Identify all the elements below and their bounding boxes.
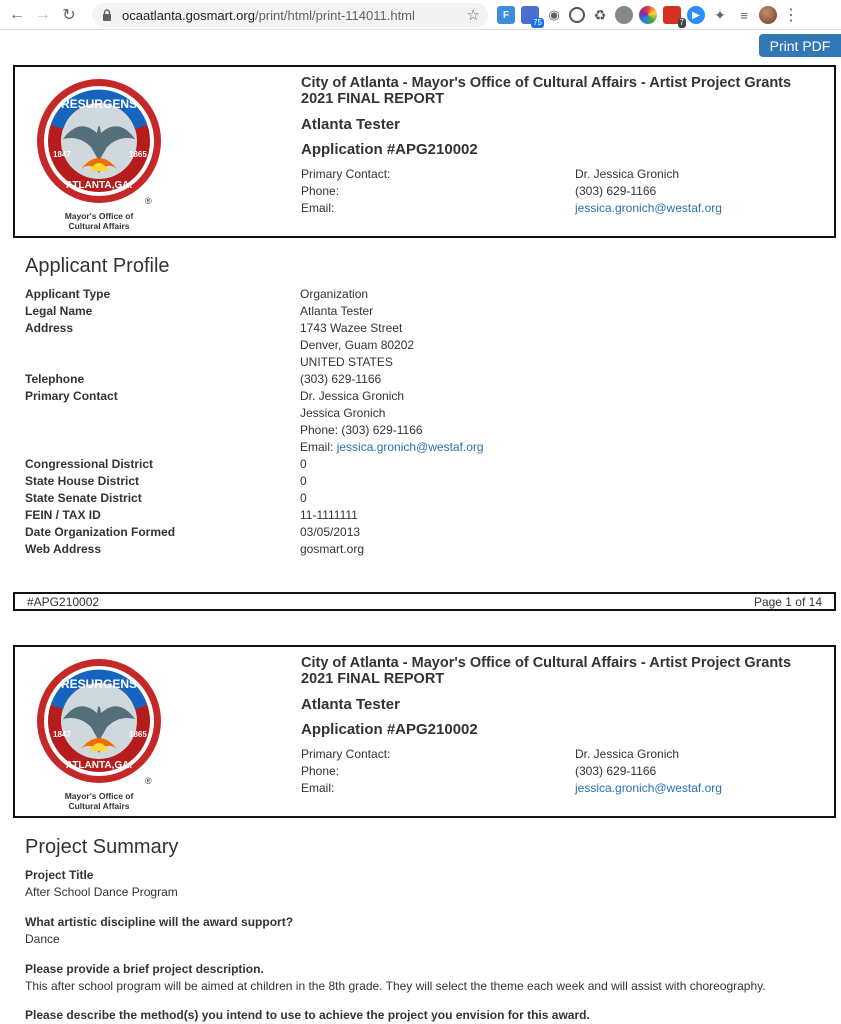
browser-toolbar xyxy=(0,0,841,30)
color-wheel-icon[interactable] xyxy=(639,6,657,24)
state-house-district-value: 0 xyxy=(300,474,307,488)
primary-contact-value: Dr. Jessica Gronich xyxy=(575,167,680,181)
email-label: Email: xyxy=(301,781,335,795)
contact-email: Email: jessica.gronich@westaf.org xyxy=(300,440,484,454)
camera-icon[interactable]: ◉ xyxy=(548,7,560,22)
email-link[interactable]: jessica.gronich@westaf.org xyxy=(575,781,722,795)
extension-circle-icon[interactable] xyxy=(569,7,585,23)
logo-top-text: RESURGENS xyxy=(60,97,138,111)
logo-year-right: 1865 xyxy=(129,730,147,739)
description-answer: This after school program will be aimed at children in the 8th grade. They will select the theme each week and will assist with choreography. xyxy=(25,979,766,993)
telephone-value: (303) 629-1166 xyxy=(300,372,382,386)
extensions-bar xyxy=(497,5,799,27)
phone-label: Phone: xyxy=(301,764,340,778)
email-label: Email: xyxy=(301,201,335,215)
email-link[interactable]: jessica.gronich@westaf.org xyxy=(575,201,722,215)
extension-badge-icon[interactable]: 75 xyxy=(521,6,539,24)
bookmark-star-icon[interactable]: ☆ xyxy=(466,7,480,24)
report-header-page2 xyxy=(13,645,836,818)
congressional-district-value: 0 xyxy=(300,457,307,471)
state-senate-district-label: State Senate District xyxy=(25,491,142,505)
mayors-office-logo xyxy=(35,657,163,817)
logo-caption-line2: Cultural Affairs xyxy=(68,221,130,231)
logo-caption-line1: Mayor's Office of xyxy=(64,211,134,221)
report-header xyxy=(13,65,836,238)
address-line1: 1743 Wazee Street xyxy=(300,321,403,335)
logo-caption-line1: Mayor's Office of xyxy=(64,791,134,801)
project-title-label: Project Title xyxy=(25,868,94,882)
url-text: ocaatlanta.gosmart.org/print/html/print-114011.html xyxy=(122,7,415,23)
legal-name-label: Legal Name xyxy=(25,304,93,318)
project-summary-heading: Project Summary xyxy=(25,836,179,858)
telephone-label: Telephone xyxy=(25,372,85,386)
logo-bottom-text: ATLANTA,GA. xyxy=(65,760,133,771)
playlist-icon[interactable]: ≡ xyxy=(740,7,748,23)
logo-year-left: 1847 xyxy=(53,730,71,739)
report-title: City of Atlanta - Mayor's Office of Cultural Affairs - Artist Project Grants 2021 FINAL REPORT xyxy=(301,655,792,687)
project-title-value: After School Dance Program xyxy=(25,885,178,899)
mayors-office-logo xyxy=(35,77,163,237)
organization-name: Atlanta Tester xyxy=(301,116,400,133)
contact-phone: Phone: (303) 629-1166 xyxy=(300,423,423,437)
forward-arrow-icon[interactable]: → xyxy=(35,5,51,23)
application-number: Application #APG210002 xyxy=(301,141,478,158)
extension-red-icon[interactable]: 7 xyxy=(663,6,681,24)
menu-kebab-icon[interactable]: ⋮ xyxy=(783,7,799,24)
phone-label: Phone: xyxy=(301,184,340,198)
video-icon[interactable]: ▶ xyxy=(687,6,705,24)
primary-contact-value: Dr. Jessica Gronich xyxy=(575,747,680,761)
date-formed-value: 03/05/2013 xyxy=(300,525,361,539)
puzzle-icon[interactable]: ✦ xyxy=(714,6,726,23)
logo-year-left: 1847 xyxy=(53,150,71,159)
state-house-district-label: State House District xyxy=(25,474,140,488)
page-footer xyxy=(13,592,836,611)
fein-label: FEIN / TAX ID xyxy=(25,508,101,522)
logo-top-text: RESURGENS xyxy=(60,677,138,691)
phone-value: (303) 629-1166 xyxy=(575,184,657,198)
address-line3: UNITED STATES xyxy=(300,355,393,369)
application-number: Application #APG210002 xyxy=(301,721,478,738)
recycle-icon[interactable]: ♻ xyxy=(593,6,607,23)
legal-name-value: Atlanta Tester xyxy=(300,304,374,318)
address-line2: Denver, Guam 80202 xyxy=(300,338,415,352)
primary-contact-label: Primary Contact: xyxy=(301,747,391,761)
footer-page-number: Page 1 of 14 xyxy=(753,594,822,609)
discipline-answer: Dance xyxy=(25,932,60,946)
profile-avatar[interactable] xyxy=(759,6,777,24)
applicant-type-value: Organization xyxy=(300,287,369,301)
method-question: Please describe the method(s) you intend to use to achieve the project you envision for this award. xyxy=(25,1008,590,1022)
discipline-question: What artistic discipline will the award support? xyxy=(25,915,294,929)
web-address-link[interactable]: gosmart.org xyxy=(300,542,365,556)
contact-line1: Dr. Jessica Gronich xyxy=(300,389,405,403)
date-formed-label: Date Organization Formed xyxy=(25,525,176,539)
registered-mark: ® xyxy=(145,776,152,786)
reload-icon[interactable]: ↻ xyxy=(62,6,76,24)
logo-bottom-text: ATLANTA,GA. xyxy=(65,180,133,191)
fein-value: 11-1111111 xyxy=(300,508,358,522)
address-bar[interactable] xyxy=(92,3,488,27)
back-arrow-icon[interactable]: ← xyxy=(9,5,25,23)
address-label: Address xyxy=(25,321,74,335)
extension-fi-icon[interactable]: F xyxy=(497,6,515,24)
print-pdf-button[interactable]: Print PDF xyxy=(759,34,841,57)
organization-name: Atlanta Tester xyxy=(301,696,400,713)
state-senate-district-value: 0 xyxy=(300,491,307,505)
report-title: City of Atlanta - Mayor's Office of Cultural Affairs - Artist Project Grants 2021 FINAL REPORT xyxy=(301,75,792,107)
primary-contact-label: Primary Contact: xyxy=(301,167,391,181)
logo-caption-line2: Cultural Affairs xyxy=(68,801,130,811)
footer-application-id: #APG210002 xyxy=(27,594,100,609)
description-question: Please provide a brief project description. xyxy=(25,962,264,976)
phone-value: (303) 629-1166 xyxy=(575,764,657,778)
contact-line2: Jessica Gronich xyxy=(300,406,386,420)
primary-contact-label: Primary Contact xyxy=(25,389,118,403)
lock-icon xyxy=(100,8,114,22)
applicant-profile-heading: Applicant Profile xyxy=(25,255,170,277)
logo-year-right: 1865 xyxy=(129,150,147,159)
congressional-district-label: Congressional District xyxy=(25,457,154,471)
extension-swirl-icon[interactable] xyxy=(615,6,633,24)
applicant-type-label: Applicant Type xyxy=(25,287,111,301)
contact-email-link[interactable]: jessica.gronich@westaf.org xyxy=(336,440,484,454)
registered-mark: ® xyxy=(145,196,152,206)
web-address-label: Web Address xyxy=(25,542,102,556)
